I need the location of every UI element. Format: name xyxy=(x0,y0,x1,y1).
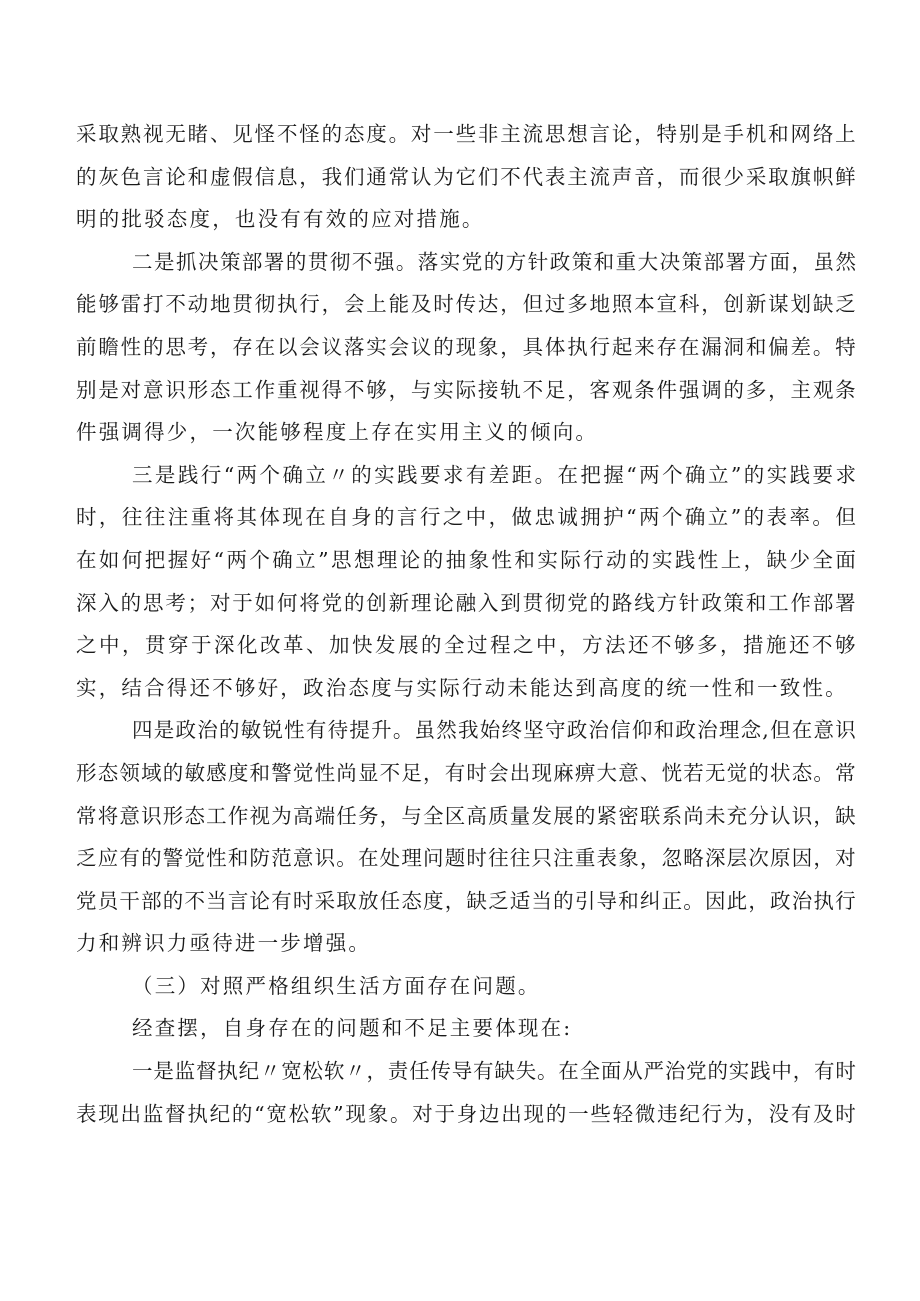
text-line: 一 是 监 督 执 纪 〃 宽 松 软 〃 ， 责 任 传 导 有 缺 失 。 在 全 面 从 严 治 党 的 实 践 中 ， 有 时 xyxy=(132,1059,856,1084)
text-line: 三 是 践 行 “ 两 个 确 立 〃 的 实 践 要 求 有 差 距 。 在 把 握 “ 两 个 确 立 ” 的 实 践 要 求 xyxy=(132,462,856,487)
text-line: 采 取 熟 视 无 睹 、 见 怪 不 怪 的 态 度 。 对 一 些 非 主 流 思 想 言 论 ， 特 别 是 手 机 和 网 络 上 xyxy=(76,122,856,146)
text-line: 在 如 何 把 握 好 “ 两 个 确 立 ” 思 想 理 论 的 抽 象 性 和 实 际 行 动 的 实 践 性 上 ， 缺 少 全 面 xyxy=(76,547,856,572)
text-line: 力和辨识力亟待进一步增强。 xyxy=(76,931,372,956)
text-line: 常 将 意 识 形 态 工 作 视 为 高 端 任 务 ， 与 全 区 高 质 量 发 展 的 紧 密 联 系 尚 未 充 分 认 识 ， 缺 xyxy=(76,803,856,828)
text-line: 表 现 出 监 督 执 纪 的 “ 宽 松 软 ” 现 象 。 对 于 身 边 出 现 的 一 些 轻 微 违 纪 行 为 ， 没 有 及 时 xyxy=(76,1101,856,1126)
text-line: 件强调得少，一次能够程度上存在实用主义的倾向。 xyxy=(76,420,599,445)
text-line: 的 灰 色 言 论 和 虚 假 信 息 ， 我 们 通 常 认 为 它 们 不 代 表 主 流 声 音 ， 而 很 少 采 取 旗 帜 鲜 xyxy=(76,164,856,189)
document-body xyxy=(76,113,856,1135)
text-line: 四 是 政 治 的 敏 锐 性 有 待 提 升 。 虽 然 我 始 终 坚 守 政 治 信 仰 和 政 治 理 念 , 但 在 意 识 xyxy=(132,718,856,743)
text-line: 时 ， 往 往 注 重 将 其 体 现 在 自 身 的 言 行 之 中 ， 做 忠 诚 拥 护 “ 两 个 确 立 ” 的 表 率 。 但 xyxy=(76,505,856,530)
text-line: 形 态 领 域 的 敏 感 度 和 警 觉 性 尚 显 不 足 ， 有 时 会 出 现 麻 痹 大 意 、 恍 若 无 觉 的 状 态 。 常 xyxy=(76,760,856,785)
text-line: 明的批驳态度，也没有有效的应对措施。 xyxy=(76,207,485,232)
text-line: 别 是 对 意 识 形 态 工 作 重 视 得 不 够 ， 与 实 际 接 轨 不 足 ， 客 观 条 件 强 调 的 多 ， 主 观 条 xyxy=(76,377,856,402)
text-line: 前 瞻 性 的 思 考 ， 存 在 以 会 议 落 实 会 议 的 现 象 ， 具 体 执 行 起 来 存 在 漏 洞 和 偏 差 。 特 xyxy=(76,334,856,359)
text-line: 二 是 抓 决 策 部 署 的 贯 彻 不 强 。 落 实 党 的 方 针 政 策 和 重 大 决 策 部 署 方 面 ， 虽 然 xyxy=(132,249,856,274)
text-line: 能 够 雷 打 不 动 地 贯 彻 执 行 ， 会 上 能 及 时 传 达 ， 但 过 多 地 照 本 宣 科 ， 创 新 谋 划 缺 乏 xyxy=(76,292,856,317)
text-line: 深 入 的 思 考 ； 对 于 如 何 将 党 的 创 新 理 论 融 入 到 贯 彻 党 的 路 线 方 针 政 策 和 工 作 部 署 xyxy=(76,590,856,615)
text-line: 实，结合得还不够好，政治态度与实际行动未能达到高度的统一性和一致性。 xyxy=(76,675,848,700)
text-line: 经查摆，自身存在的问题和不足主要体现在: xyxy=(132,1016,573,1041)
text-line: （三）对照严格组织生活方面存在问题。 xyxy=(132,973,541,998)
text-line: 之 中 ， 贯 穿 于 深 化 改 革 、 加 快 发 展 的 全 过 程 之 中 ， 方 法 还 不 够 多 ， 措 施 还 不 够 xyxy=(76,633,856,658)
text-line: 党 员 干 部 的 不 当 言 论 有 时 采 取 放 任 态 度 ， 缺 乏 适 当 的 引 导 和 纠 正 。 因 此 ， 政 治 执 行 xyxy=(76,888,856,913)
text-line: 乏 应 有 的 警 觉 性 和 防 范 意 识 。 在 处 理 问 题 时 往 往 只 注 重 表 象 ， 忽 略 深 层 次 原 因 ， 对 xyxy=(76,846,856,871)
